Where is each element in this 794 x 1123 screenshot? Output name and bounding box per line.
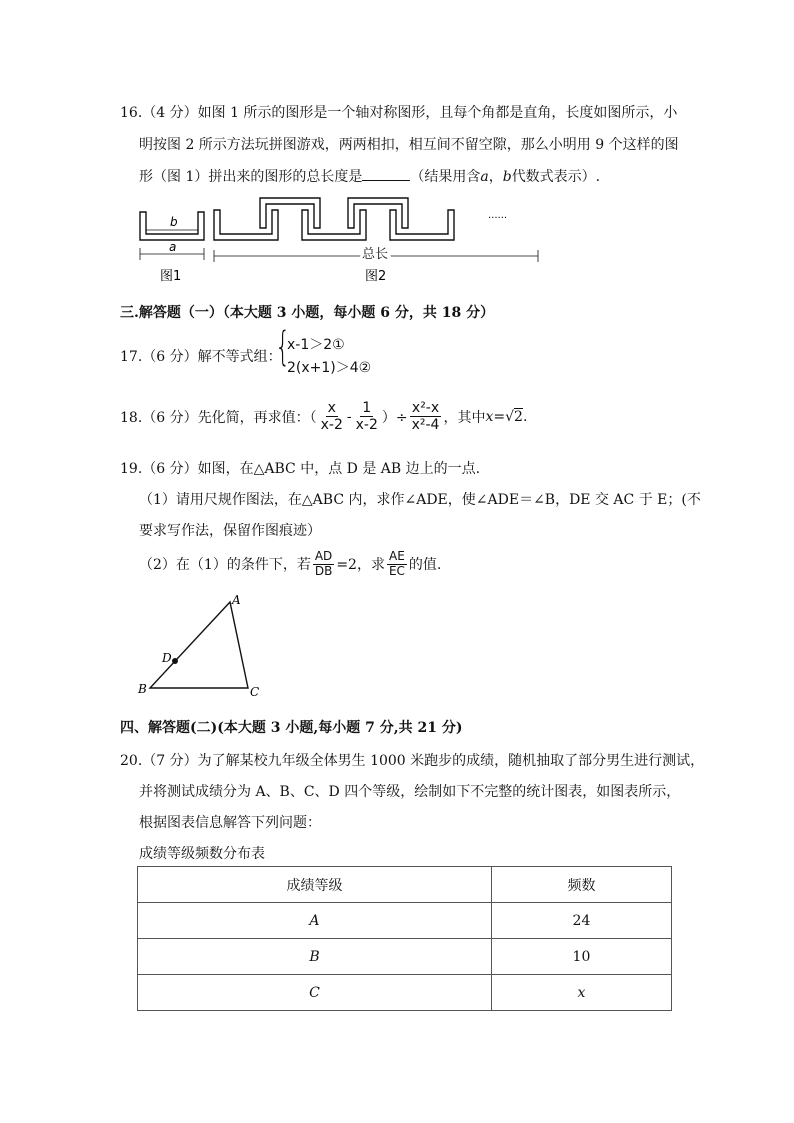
q20-line2: 并将测试成绩分为 A、B、C、D 四个等级，绘制如下不完整的统计图表，如图表所示， <box>139 784 681 800</box>
q16-line1: 16.（4 分）如图 1 所示的图形是一个轴对称图形，且每个角都是直角，长度如图所示，小 <box>120 105 678 121</box>
q18-frac1: $\frac{x}{x-2}$ <box>320 400 343 434</box>
q18-line <box>120 400 527 433</box>
var-b: b <box>502 169 512 185</box>
q18-end: . <box>522 408 528 425</box>
puzzle-figure <box>130 196 550 288</box>
fig2-piece-4 <box>348 198 408 228</box>
comma: ， <box>488 169 503 185</box>
q18-eq: = <box>493 408 506 425</box>
cell-grade: C <box>138 975 492 1011</box>
table-row <box>138 903 672 939</box>
q17-inequality-2: 2(x+1)＞4② <box>287 360 372 376</box>
cell-frequency: x <box>491 975 671 1011</box>
label-a: A <box>232 593 241 607</box>
q17-brace: { <box>275 324 291 370</box>
point-d <box>172 658 178 664</box>
cell-frequency: 10 <box>491 939 671 975</box>
header-grade: 成绩等级 <box>138 867 492 903</box>
q20-line1: 20.（7 分）为了解某校九年级全体男生 1000 米跑步的成绩，随机抽取了部分男生进行测试， <box>120 753 705 769</box>
table-header-row <box>138 867 672 903</box>
q19-line2: （1）请用尺规作图法，在△ABC 内，求作∠ADE，使∠ADE＝∠B，DE 交 AC 于 E；(不 <box>139 492 701 508</box>
fig2-piece-2 <box>260 198 320 228</box>
q18-prefix: 18.（6 分）先化简，再求值：（ <box>120 409 317 426</box>
cell-frequency: 24 <box>491 903 671 939</box>
q18-divide: ）÷ <box>381 409 408 426</box>
q18-where: ，其中 <box>443 409 486 426</box>
q19-line3: 要求写作法，保留作图痕迹） <box>139 523 321 539</box>
header-frequency: 频数 <box>491 867 671 903</box>
q19-line4-post: 的值. <box>408 557 442 574</box>
q16-line3-hint: （结果用含 <box>410 169 481 185</box>
q16-line3-end: 代数式表示）. <box>511 169 601 185</box>
fig1-b-label: b <box>170 215 178 229</box>
q18-minus: - <box>346 408 352 425</box>
q17-inequality-1: x-1＞2① <box>287 337 345 353</box>
q18-frac2: $\frac{1}{x-2}$ <box>355 400 378 434</box>
q19-frac-ae-ec: $\frac{AE}{EC}$ <box>388 549 405 578</box>
label-d: D <box>162 651 172 665</box>
triangle-abc <box>150 602 248 688</box>
q20-line3: 根据图表信息解答下列问题： <box>139 815 321 831</box>
q16-line2: 明按图 2 所示方法玩拼图游戏，两两相扣，相互间不留空隙，那么小明用 9 个这样的图 <box>139 137 679 153</box>
cell-grade: B <box>138 939 492 975</box>
q18-sqrt-value: 2 <box>514 409 523 426</box>
triangle-figure <box>130 590 270 700</box>
fig2-caption: 图2 <box>365 269 387 284</box>
table-title: 成绩等级频数分布表 <box>139 846 265 862</box>
q16-line3 <box>139 166 600 186</box>
answer-blank <box>362 168 410 181</box>
total-length-label: 总长 <box>362 247 389 262</box>
q19-frac-ad-db: $\frac{AD}{DB}$ <box>314 549 333 578</box>
continuation-dots: ...... <box>488 210 508 221</box>
section4-title: 四、解答题(二)(本大题 3 小题,每小题 7 分,共 21 分) <box>120 720 463 736</box>
label-b: B <box>138 682 147 696</box>
table-row <box>138 939 672 975</box>
table-row <box>138 975 672 1011</box>
frequency-table <box>137 866 672 1011</box>
q19-line1: 19.（6 分）如图，在△ABC 中，点 D 是 AB 边上的一点. <box>120 461 481 477</box>
sqrt-icon: √ <box>505 408 515 425</box>
fig2-piece-5 <box>390 210 454 240</box>
fig1-caption: 图1 <box>160 269 182 284</box>
fig2-piece-3 <box>302 210 366 240</box>
cell-grade: A <box>138 903 492 939</box>
q16-line3-text: 形（图 1）拼出来的图形的总长度是 <box>139 169 363 185</box>
fig1-a-label: a <box>169 240 177 254</box>
q19-line4-mid: =2，求 <box>336 557 385 574</box>
q18-var-x: x <box>485 408 494 425</box>
q19-line4-pre: （2）在（1）的条件下，若 <box>139 557 311 574</box>
label-c: C <box>250 685 260 699</box>
section3-title: 三.解答题（一）（本大题 3 小题，每小题 6 分，共 18 分） <box>120 305 495 321</box>
q18-frac3: $\frac{\text{x²-x}}{\text{x²-4}}$ <box>411 400 440 434</box>
q17-prefix: 17.（6 分）解不等式组： <box>120 349 282 365</box>
q19-line4 <box>139 550 441 579</box>
fig2-piece-1 <box>214 210 278 240</box>
var-a: a <box>480 169 489 185</box>
